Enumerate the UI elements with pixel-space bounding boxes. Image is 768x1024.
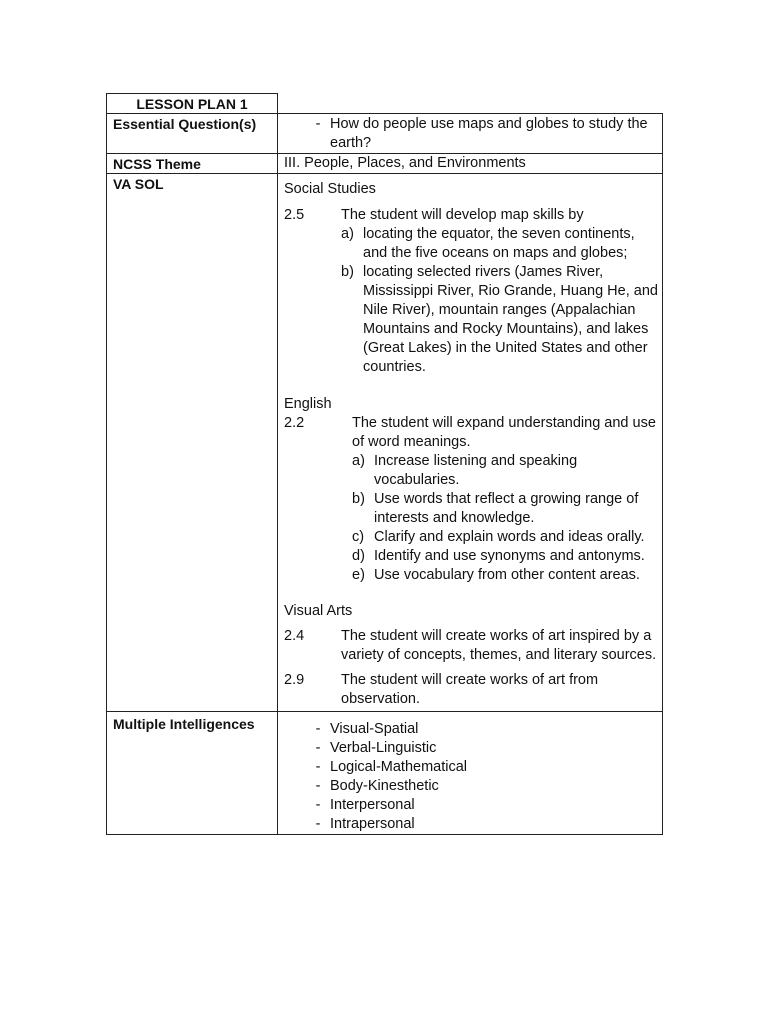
essential-question-row <box>107 114 663 154</box>
intelligence-item: - Interpersonal <box>315 797 415 813</box>
english-item: d) Identify and use synonyms and antonyms. <box>352 548 645 564</box>
ncss-theme-label: NCSS Theme <box>107 154 278 174</box>
social-studies-item: a) locating the equator, the seven continents, and the five oceans on maps and globes; <box>341 226 635 261</box>
essential-question-label: Essential Question(s) <box>107 114 278 154</box>
intelligence-item: - Verbal-Linguistic <box>315 740 437 756</box>
intelligence-item: - Body-Kinesthetic <box>315 778 439 794</box>
english-standard: 2.2 The student will expand understanding and use of word meanings. <box>284 415 656 450</box>
va-sol-cell <box>278 174 663 712</box>
visual-arts-standard: 2.9 The student will create works of art from observation. <box>284 672 599 707</box>
multiple-intelligences-label: Multiple Intelligences <box>107 712 278 835</box>
visual-arts-heading: Visual Arts <box>284 603 353 619</box>
ncss-theme-value: III. People, Places, and Environments <box>278 154 663 174</box>
english-item: a) Increase listening and speaking vocabularies. <box>352 453 578 488</box>
lesson-plan-title: LESSON PLAN 1 <box>107 94 278 114</box>
title-row-empty-cell <box>278 94 663 114</box>
english-item: e) Use vocabulary from other content areas. <box>352 567 640 583</box>
english-item: b) Use words that reflect a growing range of interests and knowledge. <box>352 491 639 526</box>
multiple-intelligences-cell <box>278 712 663 835</box>
va-sol-label: VA SOL <box>107 174 278 712</box>
social-studies-item: b) locating selected rivers (James River, Mississippi River, Rio Grande, Huang He, and Nile River), mountain ranges (Appalachian Mountains and Rocky Mountains), and lakes (Great Lakes) in the United States and other countries. <box>341 264 658 375</box>
va-sol-row <box>107 174 663 712</box>
ncss-theme-row <box>107 154 663 174</box>
intelligence-item: - Visual-Spatial <box>315 721 419 737</box>
essential-question-cell <box>278 114 663 154</box>
lesson-plan-table <box>106 93 663 835</box>
visual-arts-standard: 2.4 The student will create works of art inspired by a variety of concepts, themes, and literary sources. <box>284 628 657 663</box>
multiple-intelligences-row <box>107 712 663 835</box>
english-heading: English <box>284 396 332 412</box>
essential-question-item: - How do people use maps and globes to study the earth? <box>315 116 648 151</box>
social-studies-standard: 2.5 The student will develop map skills by <box>284 207 584 223</box>
intelligence-item: - Intrapersonal <box>315 816 415 832</box>
title-row <box>107 94 663 114</box>
english-item: c) Clarify and explain words and ideas orally. <box>352 529 645 545</box>
intelligence-item: - Logical-Mathematical <box>315 759 468 775</box>
social-studies-heading: Social Studies <box>284 181 376 197</box>
